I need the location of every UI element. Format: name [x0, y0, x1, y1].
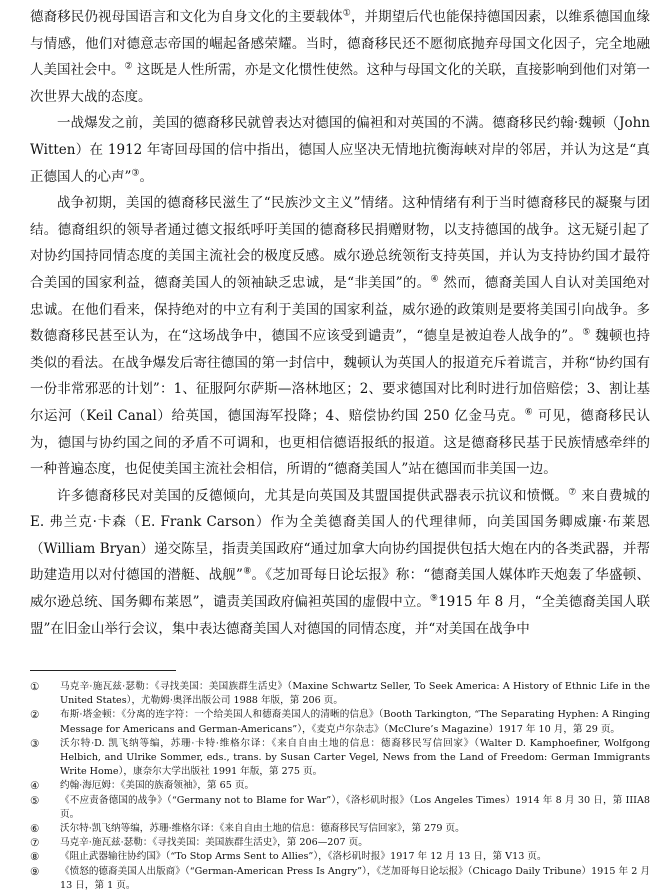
- footnote-reference: ⑥: [524, 407, 534, 418]
- footnote-text: 布斯·塔金顿：《分离的连字符：一个给美国人和德裔美国人的清晰的信息》（Booth Tarkington, “The Separating Hyphen: A Ringing Message for Americans and German-Americans”），《麦克卢尔杂志》（McClure’s Magazine）1917 年 10 月，第 29 页。: [60, 709, 650, 735]
- paragraph-text: 。《芝加哥每日论坛报》称：“德裔美国人媒体昨天炮轰了华盛顿、威尔逊总统、国务卿布莱恩”，谴责美国政府偏袒英国的虚假中立。: [30, 567, 650, 611]
- footnote: [30, 865, 650, 893]
- paragraph-text: 魏顿也持类似的看法。在战争爆发后寄往德国的第一封信中，魏顿认为英国人的报道充斥着谎言，并称“协约国有一份非常邪恶的计划”：1、征服阿尔萨斯—洛林地区；2、要求德国对比利时进行加倍赔偿；3、割让基尔运河（Keil Canal）给英国，德国海军投降；4、赔偿协约国 250 亿金马克。: [30, 328, 651, 424]
- footnote: [30, 836, 650, 850]
- footnote-reference: ②: [124, 61, 133, 72]
- footnote: [30, 737, 650, 780]
- paragraph: [30, 4, 650, 110]
- footnote: [30, 850, 650, 864]
- paragraph-text: ，并期望后代也能保持德国因素，以维系德国血缘与情感，他们对德意志帝国的崛起备感荣耀。当时，德裔移民还不愿彻底抛弃母国文化因子，完全地融人美国社会中。: [30, 9, 651, 79]
- footnote: [30, 794, 650, 822]
- footnote-text: 马克辛·施瓦兹·瑟勒：《寻找美国：美国族群生活史》，第 206—207 页。: [60, 837, 368, 849]
- paragraph-text: 1915 年 8 月，“全美德裔美国人联盟”在旧金山举行会议，集中表达德裔美国人对德国的同情态度，并“对美国在战争中: [30, 594, 650, 637]
- footnote-text: 约翰·海厄姆：《美国的族裔领袖》，第 65 页。: [60, 780, 255, 792]
- footnote-number: ⑧: [30, 851, 40, 864]
- footnote: [30, 680, 650, 708]
- paragraph-text: 这既是人性所需，亦是文化惯性使然。这种与母国文化的关联，直接影响到他们对第一次世界大战的态度。: [30, 62, 651, 105]
- paragraph: [30, 110, 650, 190]
- footnote-text: 马克辛·施瓦兹·瑟勒：《寻找美国：美国族群生活史》（Maxine Schwartz Seller, To Seek America: A History of Ethnic Life in the United States），尤勒姆·奥泽出版公司 1988 年版，第 206 页。: [60, 681, 650, 707]
- paragraph-text: 。: [139, 168, 153, 185]
- paragraph-text: 一战爆发之前，美国的德裔移民就曾表达对德国的偏袒和对英国的不满。德裔移民约翰·魏顿（John Witten）在 1912 年寄回母国的信中指出，德国人应坚决无情地抗衡海峡对岸的邻居，并认为这是“真正德国人的心声”: [30, 115, 650, 185]
- footnote: [30, 822, 650, 836]
- footnote-number: ⑥: [30, 823, 40, 836]
- footnote-number: ⑤: [30, 794, 40, 807]
- footnote-text: 《阻止武器输往协约国》（“To Stop Arms Sent to Allies”），《洛杉矶时报》1917 年 12 月 13 日，第 V13 页。: [60, 851, 547, 863]
- paragraph-text: 许多德裔移民对美国的反德倾向，尤其是向英国及其盟国提供武器表示抗议和愤慨。: [57, 487, 569, 504]
- paragraph: [30, 190, 650, 483]
- paragraph-text: 来自费城的 E. 弗兰克·卡森（E. Frank Carson）作为全美德裔美国人的代理律师，向美国国务卿威廉·布莱恩（William Bryan）递交陈呈，指责美国政府“通过加拿大向协约国提供包括大炮在内的各类武器，并帮助建造用以对付德国的潜艇、战舰”: [30, 487, 651, 584]
- footnote-reference: ①: [342, 8, 351, 19]
- footnote-text: 沃尔特·D. 凯飞纳等编，苏珊·卡特·维格尔译：《来自自由土地的信息：德裔移民写信回家》（Walter D. Kamphoefiner, Wolfgong Helbich, and Ulrike Sommer, eds., trans. by Susan Carter Vegel, News from the Land of Freedom: German Immigrants Write Home），康奈尔大学出版社 1991 年版，第 275 页。: [60, 737, 650, 778]
- footnote-number: ②: [30, 709, 40, 722]
- paragraph: [30, 483, 650, 643]
- footnote-reference: ⑤: [582, 327, 591, 338]
- main-body-text: [30, 4, 650, 642]
- footnote-text: 《不应责备德国的战争》（“Germany not to Blame for War”），《洛杉矶时报》（Los Angeles Times）1914 年 8 月 30 日，第 IIIA8 页。: [60, 794, 650, 820]
- footnote-text: 沃尔特·凯飞纳等编，苏珊·维格尔译：《来自自由土地的信息：德裔移民写信回家》，第 279 页。: [60, 823, 465, 835]
- paragraph-text: 战争初期，美国的德裔移民滋生了“民族沙文主义”情绪。这种情绪有利于当时德裔移民的凝聚与团结。德裔组织的领导者通过德文报纸呼吁美国的德裔移民捐赠财物，以支持德国的战争。这无疑引起了对协约国持同情态度的美国主流社会的极度反感。威尔逊总统领衔支持英国，并认为支持协约国才最符合美国的国家利益，德裔美国人的领袖缺乏忠诚，是“非美国”的。: [30, 195, 650, 291]
- footnotes: [30, 680, 650, 893]
- footnote: [30, 708, 650, 736]
- footnote-reference: ④: [430, 274, 439, 285]
- paragraph-text: 可见，德裔移民认为，德国与协约国之间的矛盾不可调和，也更相信德语报纸的报道。这是德裔移民基于民族情感牵绊的一种普遍态度，也促使美国主流社会相信，所谓的“德裔美国人”站在德国而非美国一边。: [30, 407, 650, 478]
- footnote-number: ⑦: [30, 837, 40, 850]
- paragraph-text: 德裔移民仍视母国语言和文化为自身文化的主要载体: [30, 9, 343, 25]
- footnote: [30, 779, 650, 793]
- footnote-reference: ⑦: [568, 487, 577, 498]
- footnote-reference: ③: [131, 168, 140, 179]
- footnote-reference: ⑨: [429, 593, 439, 604]
- footnote-number: ④: [30, 780, 40, 793]
- footnote-reference: ⑧: [242, 566, 252, 577]
- footnote-number: ③: [30, 737, 40, 750]
- paragraph-text: 然而，德裔美国人自认对美国绝对忠诚。在他们看来，保持绝对的中立有利于美国的国家利益，威尔逊的政策则是要将美国引向战争。多数德裔移民甚至认为，在“这场战争中，德国不应该受到谴责”，“德皇是被迫卷人战争的”。: [30, 274, 650, 345]
- footnote-text: 《愤怒的德裔美国人出版商》（“German-American Press Is Angry”），《芝加哥每日论坛报》（Chicago Daily Tribune）1915 年 2 月 13 日，第 1 页。: [60, 865, 650, 891]
- footnote-number: ①: [30, 681, 40, 693]
- footnote-divider: [30, 670, 176, 671]
- footnote-number: ⑨: [30, 865, 40, 878]
